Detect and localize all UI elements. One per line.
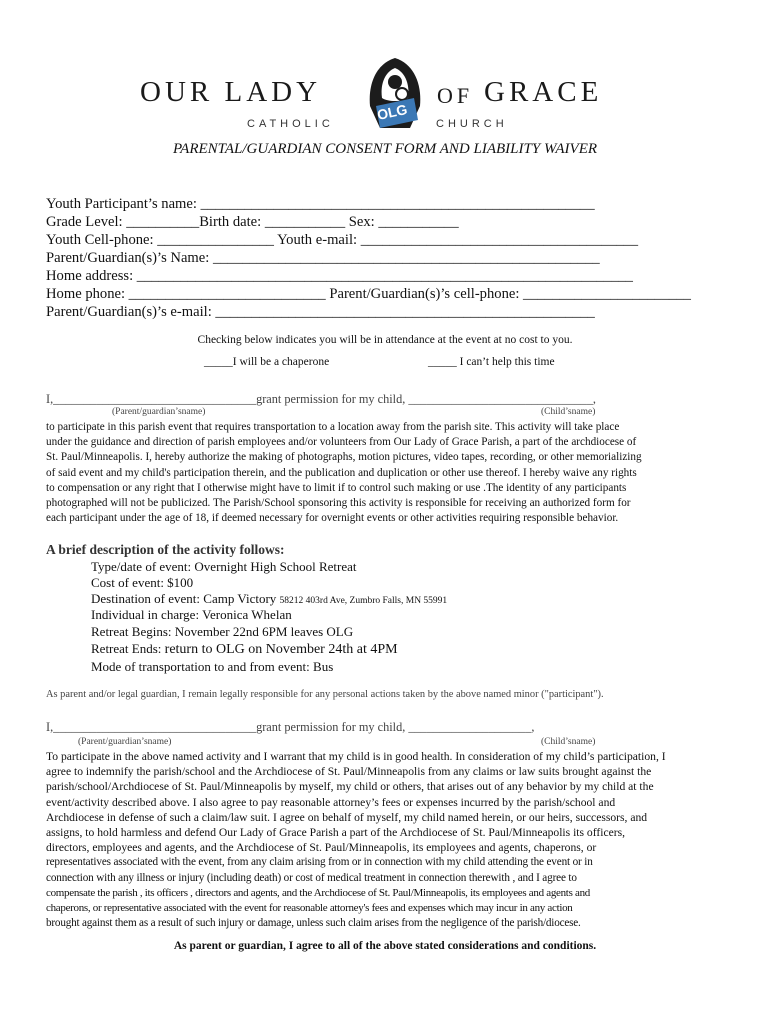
paragraph-line: chaperons, or representative associated with the event for reasonable attorney's fees and expenses which may incur in any action [46,902,573,915]
activity-type-date: Type/date of event: Overnight High School Retreat [91,559,357,574]
activity-in-charge: Individual in charge: Veronica Whelan [91,607,292,622]
activity-ends-value: return to OLG on November 24th at 4PM [164,642,398,657]
activity-heading: A brief description of the activity follows: [46,542,285,557]
field-guardian-email[interactable]: Parent/Guardian(s)’s e-mail: ____________________________________________________ [46,304,595,320]
paragraph-line: to compensation or any right that I otherwise might have to limit if to control such making or use .The identity of any participants [46,481,627,494]
field-guardian-name[interactable]: Parent/Guardian(s)’s Name: _____________________________________________________ [46,250,600,266]
field-youth-name[interactable]: Youth Participant’s name: ______________________________________________________ [46,196,595,212]
parent-name-caption-1: (Parent/guardian’sname) [112,407,206,417]
paragraph-line: to participate in this parish event that requires transportation to a location away from the parish site. This activity will take place [46,421,620,433]
paragraph-line: each participant under the age of 18, if deemed necessary for overnight events or other activities requiring responsible behavior. [46,512,619,525]
activity-ends [91,641,398,658]
activity-begins: Retreat Begins: November 22nd 6PM leaves OLG [91,624,354,639]
paragraph-line: To participate in the above named activity and I warrant that my child is in good health. In consideration of my child’s participation, I [46,750,666,763]
parish-logo-emblem [358,54,432,136]
paragraph-line: connection with any illness or injury (including death) or cost of medical treatment in connection therewith , and I agree to [46,871,577,884]
paragraph-line: Archdiocese in defense of such a claim/law suit. I agree on behalf of myself, my child named herein, or our heirs, successors, and [46,810,648,824]
field-home-phone-guardian-cell[interactable]: Home phone: ___________________________ Parent/Guardian(s)’s cell-phone: _______________________ [46,286,691,302]
attendance-note: Checking below indicates you will be in attendance at the event at no cost to you. [197,334,573,346]
permission-line-2[interactable]: I,_________________________________grant permission for my child, ____________________, [46,720,535,734]
form-title: PARENTAL/GUARDIAN CONSENT FORM AND LIABILITY WAIVER [172,141,598,157]
destination-label: Destination of event: Camp Victory [91,591,277,606]
paragraph-line: under the guidance and direction of parish employees and/or volunteers from Our Lady of Grace Parish, a part of the archdiocese of [46,436,637,449]
paragraph-line: brought against them as a result of such injury or damage, unless such claim arises from the negligence of the parish/diocese. [46,917,581,930]
paragraph-line: agree to indemnify the parish/school and the Archdiocese of St. Paul/Minneapolis from any claims or law suits brought against the [46,765,652,779]
org-name-left: OUR LADY [140,76,322,108]
field-youth-phone-email[interactable]: Youth Cell-phone: ________________ Youth e-mail: ______________________________________ [46,232,639,248]
org-name-right: GRACE [484,76,603,108]
paragraph-line: event/activity described above. I also agree to pay reasonable attorney’s fees or expenses incurred by the parish/school and [46,795,616,809]
destination-address: 58212 403rd Ave, Zumbro Falls, MN 55991 [279,596,448,606]
permission-line-1[interactable]: I,_________________________________grant permission for my child, ______________________________, [46,392,596,406]
field-grade-birth-sex[interactable]: Grade Level: __________Birth date: ___________ Sex: ___________ [46,214,459,230]
org-subtitle-right: CHURCH [436,118,508,130]
paragraph-line: assigns, to hold harmless and defend Our Lady of Grace Parish a part of the Archdiocese of St. Paul/Minneapolis its officers, [46,826,626,840]
paragraph-line: directors, employees and agents, and the Archdiocese of St. Paul/Minneapolis, its employees and agents, chaperons, or [46,841,597,855]
activity-destination [91,591,447,607]
closing-statement: As parent or guardian, I agree to all of the above stated considerations and conditions. [173,940,597,952]
activity-transport: Mode of transportation to and from event: Bus [91,659,334,674]
activity-ends-label: Retreat Ends: [91,641,162,656]
field-home-address[interactable]: Home address: ____________________________________________________________________ [46,268,633,284]
cant-help-option[interactable]: _____ I can’t help this time [428,356,555,368]
paragraph-line: photographed will not be publicized. The Parish/School sponsoring this activity is responsible for receiving an authorized form for [46,497,631,510]
olg-badge: OLG [375,101,409,123]
child-name-caption-1: (Child’sname) [541,407,596,417]
child-name-caption-2: (Child’sname) [541,737,596,747]
paragraph-line: of said event and my child's participation therein, and the publication and duplication or other use thereof. I hereby waive any rights [46,466,637,479]
paragraph-line: St. Paul/Minneapolis. I, hereby authorize the making of photographs, motion pictures, video tapes, recording, or other memorializing [46,451,642,464]
org-name-of: OF [437,83,474,108]
chaperone-option[interactable]: _____I will be a chaperone [204,356,330,368]
authorization-paragraph [46,420,642,526]
indemnification-paragraph [46,749,666,931]
madonna-child-icon [358,54,432,136]
paragraph-line: representatives associated with the event, from any claim arising from or in connection with my child attending the event or in [46,856,593,869]
responsibility-statement: As parent and/or legal guardian, I remain legally responsible for any personal actions taken by the above named minor ("participant"). [46,689,604,700]
paragraph-line: parish/school/Archdiocese of St. Paul/Minneapolis by myself, my child or others, that arises out of any behavior by my child at the [46,780,654,794]
parent-name-caption-2: (Parent/guardian’sname) [78,737,172,747]
paragraph-line: compensate the parish , its officers , directors and agents, and the Archdiocese of St. Paul/Minneapolis, its employees and agents and [46,886,590,899]
activity-cost: Cost of event: $100 [91,575,194,590]
org-subtitle-left: CATHOLIC [247,118,334,130]
